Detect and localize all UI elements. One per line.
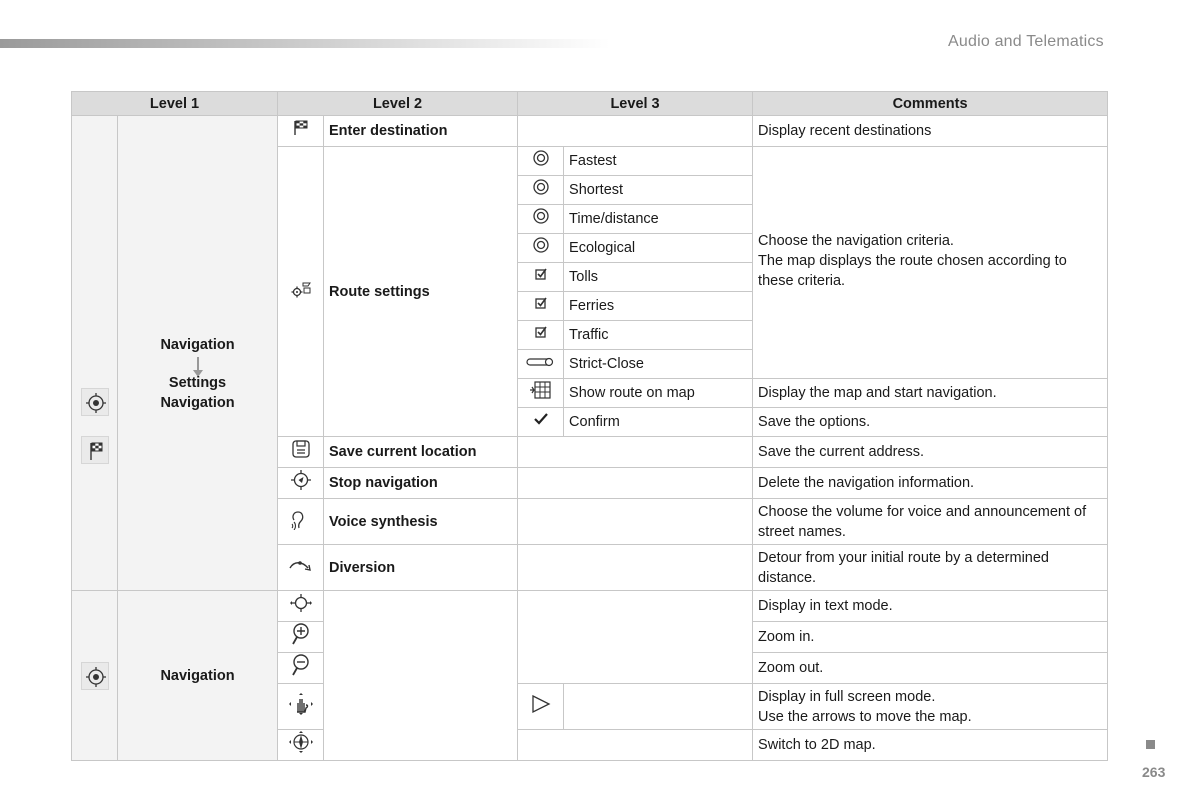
checkbox-icon[interactable]	[533, 324, 549, 340]
comment-voice-synthesis: Choose the volume for voice and announcement of street names.	[753, 499, 1108, 545]
comment-save-location: Save the current address.	[753, 437, 1108, 468]
radio-icon[interactable]	[532, 236, 550, 254]
comment-full-screen	[753, 684, 1108, 730]
voice-icon[interactable]	[289, 508, 313, 530]
zoom-out-icon[interactable]	[290, 653, 312, 677]
option-icon-cell	[518, 321, 564, 350]
empty-cell	[518, 545, 753, 591]
header-comments: Comments	[753, 92, 1108, 116]
flag-icon	[292, 119, 310, 137]
page-marker	[1146, 740, 1155, 749]
level1-label-settings: Settings	[168, 375, 227, 391]
option-show-route[interactable]: Show route on map	[564, 379, 753, 408]
radio-icon[interactable]	[532, 149, 550, 167]
comment-zoom-out: Zoom out.	[753, 653, 1108, 684]
level1-navigation-settings	[118, 116, 278, 591]
map-icon[interactable]	[529, 380, 553, 400]
option-strict-close[interactable]: Strict-Close	[564, 350, 753, 379]
radio-icon[interactable]	[532, 178, 550, 196]
diversion-icon[interactable]	[288, 558, 314, 572]
comment-route-criteria	[753, 147, 1108, 379]
save-icon-cell	[278, 437, 324, 468]
voice-synthesis-label: Voice synthesis	[324, 499, 518, 545]
play-icon[interactable]	[530, 694, 552, 714]
option-icon-cell	[518, 379, 564, 408]
option-confirm[interactable]: Confirm	[564, 408, 753, 437]
move-map-icon-cell	[278, 684, 324, 730]
option-icon-cell	[518, 176, 564, 205]
header-level3: Level 3	[518, 92, 753, 116]
diversion-label: Diversion	[324, 545, 518, 591]
enter-destination-icon-cell	[278, 116, 324, 147]
option-icon-cell	[518, 147, 564, 176]
comment-stop-navigation: Delete the navigation information.	[753, 468, 1108, 499]
option-icon-cell	[518, 234, 564, 263]
option-ecological[interactable]: Ecological	[564, 234, 753, 263]
option-tolls[interactable]: Tolls	[564, 263, 753, 292]
header-row	[72, 92, 1108, 116]
option-time-distance[interactable]: Time/distance	[564, 205, 753, 234]
enter-destination-label: Enter destination	[324, 116, 518, 147]
comment-zoom-in: Zoom in.	[753, 622, 1108, 653]
stop-navigation-label: Stop navigation	[324, 468, 518, 499]
stop-navigation-icon[interactable]	[289, 468, 313, 492]
header-level2: Level 2	[278, 92, 518, 116]
flag-icon	[81, 436, 109, 464]
comment-switch-2d: Switch to 2D map.	[753, 730, 1108, 761]
option-icon-cell	[518, 350, 564, 379]
option-fastest[interactable]: Fastest	[564, 147, 753, 176]
comment-confirm: Save the options.	[753, 408, 1108, 437]
empty-cell	[518, 591, 753, 684]
option-icon-cell	[518, 205, 564, 234]
header-gradient-bar	[0, 39, 610, 48]
empty-cell	[518, 468, 753, 499]
comment-route-criteria-line1: Choose the navigation criteria.	[758, 233, 954, 249]
map-2d-icon[interactable]	[288, 730, 314, 754]
comment-full-screen-line1: Display in full screen mode.	[758, 688, 936, 705]
text-mode-icon[interactable]	[288, 593, 314, 613]
option-icon-cell	[518, 263, 564, 292]
save-location-label: Save current location	[324, 437, 518, 468]
move-map-icon[interactable]	[288, 692, 314, 716]
comment-full-screen-line2: Use the arrows to move the map.	[758, 708, 972, 725]
option-traffic[interactable]: Traffic	[564, 321, 753, 350]
empty-cell	[518, 437, 753, 468]
zoom-out-icon-cell	[278, 653, 324, 684]
navigation-icon	[81, 662, 109, 690]
level1-navigation-2: Navigation	[118, 591, 278, 761]
option-shortest[interactable]: Shortest	[564, 176, 753, 205]
checkmark-icon[interactable]	[533, 411, 549, 427]
level1-label-navigation-2: Navigation	[160, 395, 235, 411]
option-icon-cell	[518, 408, 564, 437]
comment-route-criteria-line2: The map displays the route chosen according to these criteria.	[758, 253, 1067, 289]
option-ferries[interactable]: Ferries	[564, 292, 753, 321]
save-icon[interactable]	[291, 439, 311, 459]
table-row	[72, 591, 1108, 622]
comment-enter-destination: Display recent destinations	[753, 116, 1108, 147]
header-level1: Level 1	[72, 92, 278, 116]
checkbox-icon[interactable]	[533, 266, 549, 282]
option-icon-cell	[518, 292, 564, 321]
text-mode-icon-cell	[278, 591, 324, 622]
empty-cell	[564, 684, 753, 730]
checkbox-icon[interactable]	[533, 295, 549, 311]
page-number: 263	[1142, 764, 1166, 780]
comment-show-route: Display the map and start navigation.	[753, 379, 1108, 408]
map-2d-icon-cell	[278, 730, 324, 761]
table-row	[72, 116, 1108, 147]
level1-icon-cell-2	[72, 591, 118, 761]
empty-cell	[518, 499, 753, 545]
empty-cell	[324, 591, 518, 761]
route-settings-label: Route settings	[324, 147, 518, 437]
comment-text-mode: Display in text mode.	[753, 591, 1108, 622]
level1-label-navigation: Navigation	[160, 337, 235, 353]
radio-icon[interactable]	[532, 207, 550, 225]
play-icon-cell	[518, 684, 564, 730]
voice-icon-cell	[278, 499, 324, 545]
settings-icon	[290, 280, 312, 298]
empty-cell	[518, 730, 753, 761]
diversion-icon-cell	[278, 545, 324, 591]
level1-icons-cell	[72, 116, 118, 591]
route-settings-icon-cell	[278, 147, 324, 437]
slider-icon[interactable]	[526, 356, 556, 368]
stop-nav-icon-cell	[278, 468, 324, 499]
empty-cell	[518, 116, 753, 147]
navigation-icon	[81, 388, 109, 416]
section-title: Audio and Telematics	[948, 33, 1104, 50]
comment-diversion: Detour from your initial route by a determined distance.	[753, 545, 1108, 591]
zoom-in-icon-cell	[278, 622, 324, 653]
menu-table	[71, 91, 1108, 761]
zoom-in-icon[interactable]	[290, 622, 312, 646]
